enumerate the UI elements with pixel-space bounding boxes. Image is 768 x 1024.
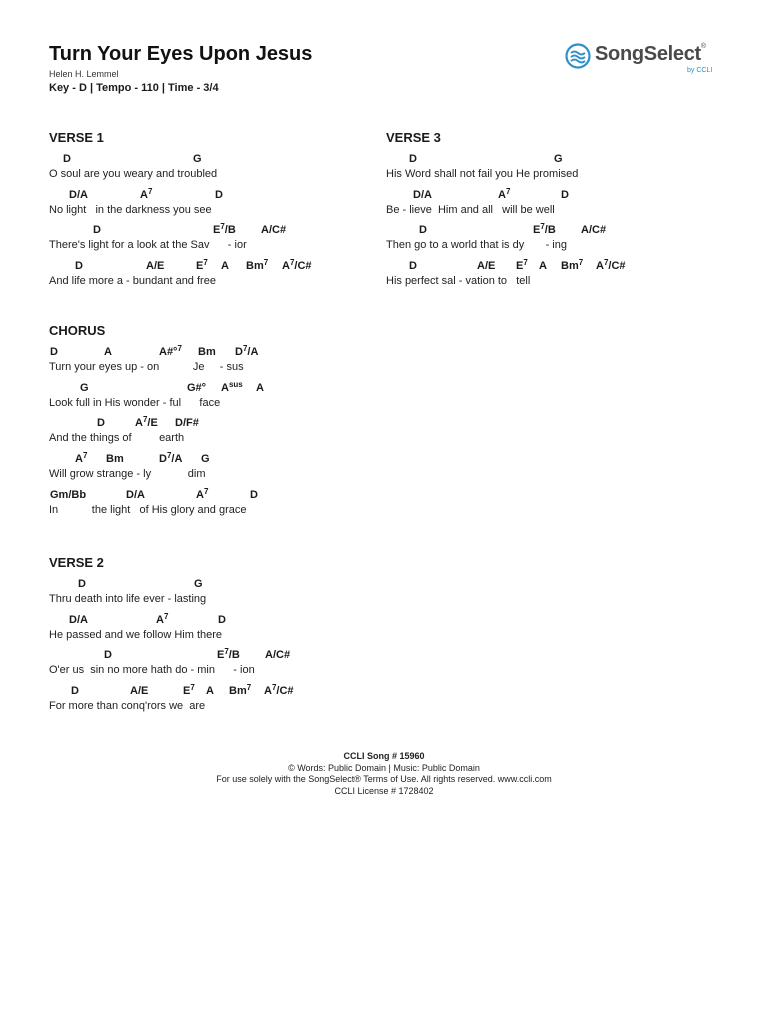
lyric-line: Will grow strange - ly dim [49, 468, 206, 481]
chord: D/A [69, 188, 88, 201]
chord: $A^7$ [498, 186, 511, 201]
chord: G [80, 381, 89, 394]
ccli-song-number: CCLI Song # 15960 [343, 751, 425, 761]
lyric-line: There's light for a look at the Sav - ior [49, 239, 247, 252]
chord-row [49, 223, 349, 238]
chord: G [193, 153, 202, 165]
chord-lyric-line [49, 577, 369, 613]
chord: A/C# [581, 224, 607, 237]
lyric-line: For more than conq'rors we are [49, 700, 206, 713]
chord-row [49, 577, 369, 592]
chord: D [71, 685, 79, 698]
chord: D [78, 578, 86, 590]
chord: $A^7/C\#$ [282, 258, 312, 273]
chord-row [49, 613, 369, 628]
chord: G#° [187, 381, 207, 394]
chord-row [49, 452, 369, 467]
chord: $E^7$ [196, 258, 208, 273]
chord: D [409, 260, 417, 273]
chord-row [49, 188, 349, 203]
lyric-line: No light in the darkness you see [49, 203, 212, 216]
lyric-line: Thru death into life ever - lasting [49, 593, 207, 605]
lyric-line: And the things of earth [49, 432, 185, 445]
chord-row [49, 259, 349, 274]
song-meta: Key - D | Tempo - 110 | Time - 3/4 [49, 82, 219, 94]
lyric-line: In the light of His glory and grace [49, 503, 247, 516]
logo-wordmark: SongSelect® [595, 43, 706, 65]
chord-row [49, 488, 369, 503]
chord: Bm$^7$ [229, 683, 252, 698]
chord: $E^7$ [183, 683, 195, 698]
chord: D/A [126, 488, 145, 501]
verse-1 [49, 130, 349, 295]
chord: A [206, 685, 214, 698]
chord: D [419, 224, 427, 237]
song-author: Helen H. Lemmel [49, 69, 119, 79]
chord: D [215, 188, 223, 201]
chord-lyric-line [49, 152, 349, 188]
chord-lyric-line [386, 152, 726, 188]
chord-lyric-line [49, 381, 369, 417]
chord: G [194, 578, 203, 590]
chord: D [409, 153, 417, 165]
chord-row [49, 684, 369, 699]
chord: $E^7/B$ [213, 222, 236, 237]
chord-lyric-line [49, 488, 369, 524]
chord: A [539, 260, 547, 273]
chord: D [63, 153, 71, 165]
chord-lyric-line [386, 259, 726, 295]
lyric-line: And life more a - bundant and free [49, 275, 216, 288]
chord: D [50, 346, 58, 358]
lyric-line: He passed and we follow Him there [49, 628, 223, 641]
chord: A [104, 346, 112, 358]
chord: $E^7$ [516, 258, 528, 273]
chord: D [104, 649, 112, 662]
chord-row [386, 259, 726, 274]
verse-3 [386, 130, 726, 295]
lyric-line: O'er us sin no more hath do - min - ion [49, 664, 255, 677]
chord: $A^7/E$ [135, 415, 158, 430]
chord-lyric-line [49, 188, 349, 224]
chord-lyric-line [49, 345, 369, 381]
chord: D [75, 260, 83, 273]
verse-2 [49, 555, 369, 720]
chord-lyric-line [49, 613, 369, 649]
lyric-line: Look full in His wonder - ful face [49, 396, 221, 409]
logo-byline: by CCLI [687, 67, 713, 74]
chord: $E^7/B$ [217, 647, 240, 662]
chord: $A^7$ [156, 611, 169, 626]
chord: A#°$^7$ [159, 344, 182, 358]
section-title: VERSE 3 [386, 130, 441, 145]
chord-lyric-line [49, 452, 369, 488]
chord: D [561, 188, 569, 201]
chord-row [49, 416, 369, 431]
chord: D [218, 613, 226, 626]
chord: $A^7/C\#$ [264, 683, 294, 698]
chorus [49, 323, 369, 523]
chord-lyric-line [49, 648, 369, 684]
chord: Bm [198, 346, 216, 358]
chord: A [256, 381, 264, 394]
lyric-line: Turn your eyes up - on Je - sus [49, 361, 244, 373]
chord: A/E [146, 260, 165, 273]
chord-lyric-line [49, 259, 349, 295]
chord: A/E [130, 685, 149, 698]
section-title: VERSE 2 [49, 555, 104, 570]
chord: A/E [477, 260, 496, 273]
chord-row [386, 152, 726, 167]
terms-of-use: For use solely with the SongSelect® Terms of Use. All rights reserved. www.ccli.com [216, 774, 552, 784]
chord-row [386, 188, 726, 203]
section-title: VERSE 1 [49, 130, 104, 145]
lyric-line: O soul are you weary and troubled [49, 168, 218, 180]
chord: $A^7$ [140, 186, 153, 201]
chord: $A^7/C\#$ [596, 258, 626, 273]
chord: D [97, 417, 105, 430]
songselect-logo [565, 42, 725, 76]
chord: $D^7/A$ [159, 451, 183, 466]
chord: G [554, 153, 563, 165]
chord-lyric-line [49, 416, 369, 452]
chord: $E^7/B$ [533, 222, 556, 237]
chord-row [49, 648, 369, 663]
chord: A/C# [261, 224, 287, 237]
lyric-line: Be - lieve Him and all will be well [386, 203, 555, 216]
chord: Bm$^7$ [246, 258, 269, 273]
song-title: Turn Your Eyes Upon Jesus [49, 43, 313, 65]
chord-lyric-line [386, 223, 726, 259]
chord: Bm [106, 453, 124, 466]
chord: $A^{sus}$ [221, 379, 243, 394]
chord: G [201, 453, 210, 466]
chord-row [49, 381, 369, 396]
chord: A [221, 260, 229, 273]
chord: $A^7$ [75, 451, 88, 466]
chord: $A^7$ [196, 486, 209, 501]
section-title: CHORUS [49, 323, 106, 338]
chord-row [49, 152, 349, 167]
chord: D/A [413, 188, 432, 201]
chord: Gm/Bb [50, 488, 87, 501]
chord-lyric-line [386, 188, 726, 224]
chord-row [49, 345, 369, 360]
chord: Bm$^7$ [561, 258, 584, 273]
chord: D [250, 488, 258, 501]
songselect-wave-icon [565, 43, 591, 69]
chord-row [386, 223, 726, 238]
chord-lyric-line [49, 684, 369, 720]
chord: D [93, 224, 101, 237]
lyric-line: His Word shall not fail you He promised [386, 168, 579, 180]
lyric-line: His perfect sal - vation to tell [386, 275, 531, 288]
lyric-line: Then go to a world that is dy - ing [386, 239, 567, 252]
copyright-footer [0, 751, 768, 797]
chord: A/C# [265, 649, 291, 662]
chord: $D^7/A$ [235, 344, 259, 358]
copyright-credits: © Words: Public Domain | Music: Public Domain [288, 762, 480, 773]
chord-lyric-line [49, 223, 349, 259]
chord: D/F# [175, 417, 199, 430]
chord: D/A [69, 613, 88, 626]
ccli-license: CCLI License # 1728402 [334, 785, 434, 796]
